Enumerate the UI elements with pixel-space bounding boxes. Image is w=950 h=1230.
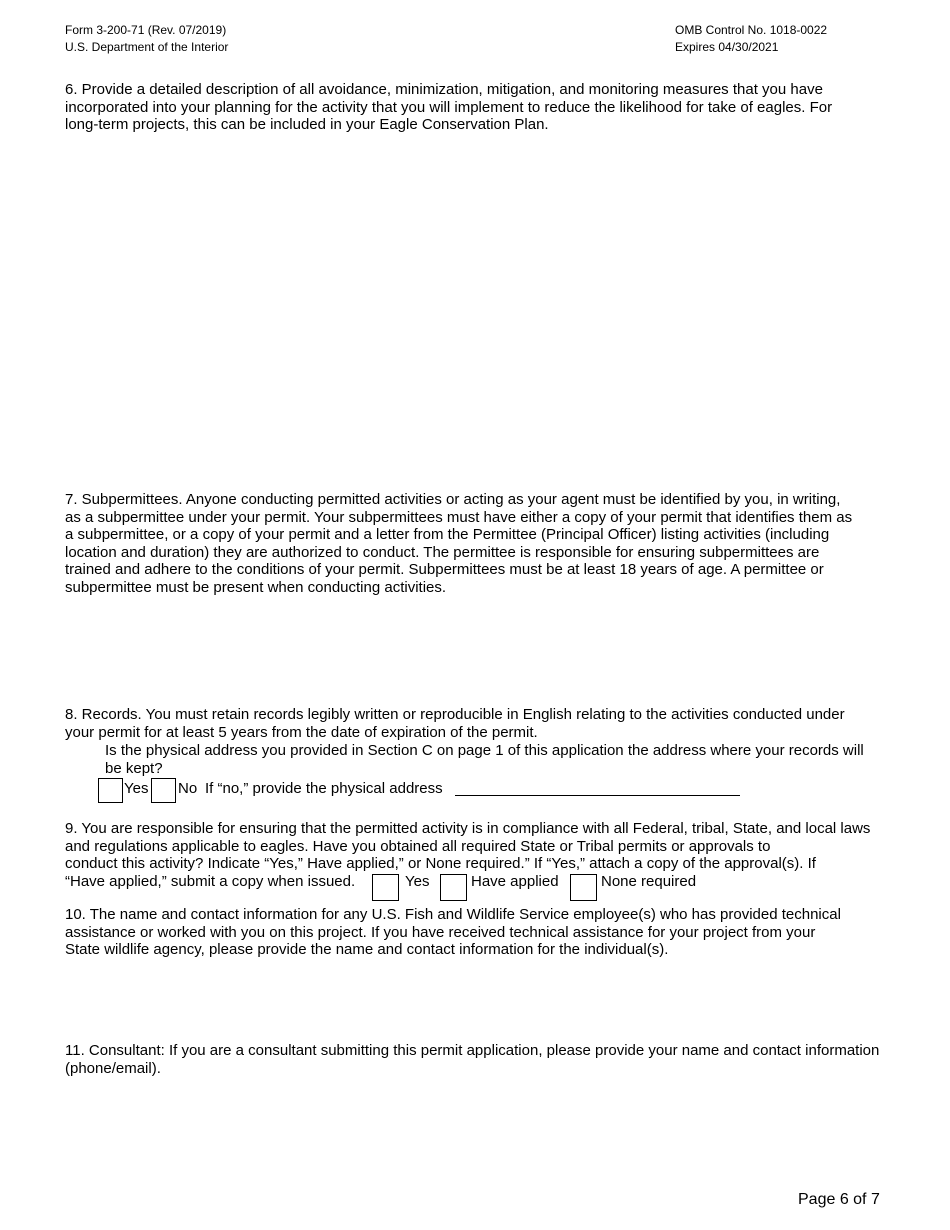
form-number: Form 3-200-71 (Rev. 07/2019) [65,23,227,37]
question-8-text: 8. Records. You must retain records legibly written or reproducible in English relating to the activities conducted under your permit for at least 5 years from the date of expiration of the permit. [65,706,845,741]
question-10-text: 10. The name and contact information for any U.S. Fish and Wildlife Service employee(s) who has provided technical assistance or worked with you on this project. If you have received technical assistance for your project from your State wildlife agency, please provide the name and contact information for the individual(s). [65,906,841,959]
permits-yes-checkbox[interactable] [372,874,399,901]
question-8-subquestion: Is the physical address you provided in Section C on page 1 of this application the address where your records will be kept? [105,742,864,777]
expiration-date: Expires 04/30/2021 [675,40,779,54]
records-yes-label: Yes [124,780,149,797]
permits-none-required-checkbox[interactable] [570,874,597,901]
question-6-answer-area[interactable] [65,140,905,485]
question-6-text: 6. Provide a detailed description of all avoidance, minimization, mitigation, and monitoring measures that you have incorporated into your planning for the activity that you will implement to reduce the likelihood for take of eagles. For long-term projects, this can be included in your Eagle Conservation Plan. [65,81,833,134]
page-number: Page 6 of 7 [798,1191,880,1208]
records-yes-checkbox[interactable] [98,778,123,803]
physical-address-input[interactable] [457,778,739,795]
department-name: U.S. Department of the Interior [65,40,229,54]
question-11-answer-area[interactable] [65,1082,905,1182]
permits-have-applied-checkbox[interactable] [440,874,467,901]
question-11-text: 11. Consultant: If you are a consultant submitting this permit application, please provide your name and contact information (phone/email). [65,1042,880,1077]
form-header-left [65,22,228,56]
physical-address-line [455,795,740,796]
records-no-checkbox[interactable] [151,778,176,803]
omb-control-number: OMB Control No. 1018-0022 [675,23,828,37]
permits-none-required-label: None required [601,873,697,890]
question-7-answer-area[interactable] [65,605,905,700]
permits-yes-label: Yes [405,873,430,890]
question-9-text: 9. You are responsible for ensuring that the permitted activity is in compliance with all Federal, tribal, State, and local laws and regulations applicable to eagles. Have you obtained all required State or Tribal permits or approvals to conduct this activity? Indicate “Yes,” Have applied,” or None required.” If “Yes,” attach a copy of the approval(s). If “Have applied,” submit a copy when issued. [65,820,871,890]
question-10-answer-area[interactable] [65,962,905,1037]
question-7-text: 7. Subpermittees. Anyone conducting permitted activities or acting as your agent must be identified by you, in writing, as a subpermittee under your permit. Your subpermittees must have either a copy of your permit that identifies them as a subpermittee, or a copy of your permit and a letter from the Permittee (Principal Officer) listing activities (including location and duration) they are authorized to conduct. The permittee is responsible for ensuring subpermittees are trained and adhere to the conditions of your permit. Subpermittees must be at least 18 years of age. A permittee or subpermittee must be present when conducting activities. [65,491,853,596]
permits-have-applied-label: Have applied [471,873,559,890]
form-header-right [675,22,827,56]
records-no-label: No [178,780,198,797]
address-prompt: If “no,” provide the physical address [205,780,443,797]
